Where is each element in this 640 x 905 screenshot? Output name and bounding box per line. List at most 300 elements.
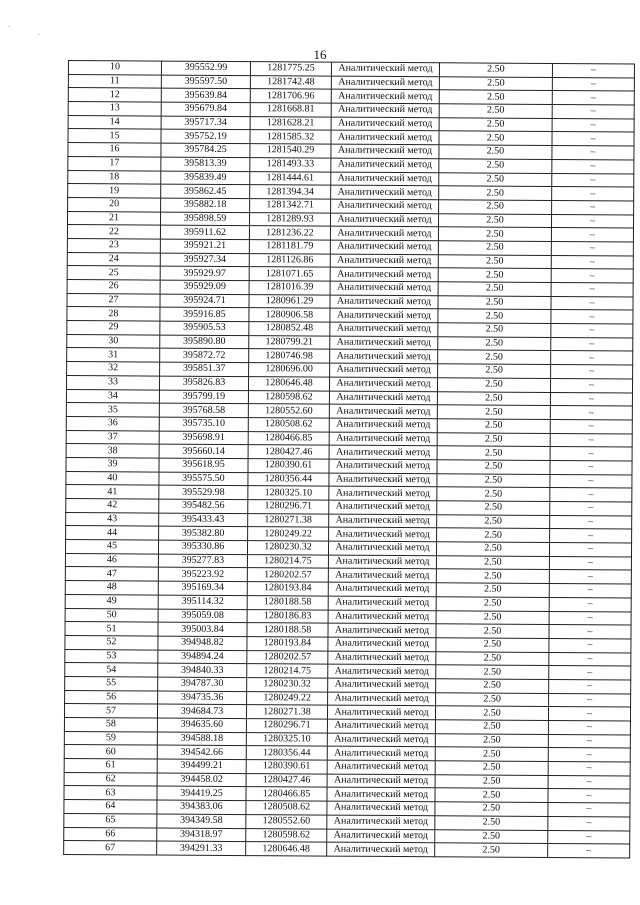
point-number-cell: 38 <box>66 444 159 458</box>
note-cell: – <box>548 816 630 830</box>
x-coordinate-cell: 395752.19 <box>161 130 250 144</box>
note-cell: – <box>548 762 630 776</box>
y-coordinate-cell: 1281394.34 <box>250 185 331 199</box>
method-cell: Аналитический метод <box>329 391 437 405</box>
x-coordinate-cell: 395330.86 <box>158 540 247 554</box>
point-number-cell: 63 <box>64 786 157 800</box>
y-coordinate-cell: 1280852.48 <box>249 322 330 336</box>
accuracy-cell: 2.50 <box>436 624 549 638</box>
accuracy-cell: 2.50 <box>436 665 549 679</box>
method-cell: Аналитический метод <box>328 569 436 583</box>
x-coordinate-cell: 395862.45 <box>161 184 250 198</box>
note-cell: – <box>550 433 632 447</box>
note-cell: – <box>552 63 634 77</box>
x-coordinate-cell: 394318.97 <box>157 828 246 842</box>
accuracy-cell: 2.50 <box>435 816 548 830</box>
y-coordinate-cell: 1280296.71 <box>246 719 327 733</box>
y-coordinate-cell: 1281289.93 <box>249 212 330 226</box>
x-coordinate-cell: 395924.71 <box>160 294 249 308</box>
note-cell: – <box>551 310 633 324</box>
x-coordinate-cell: 394458.02 <box>157 773 246 787</box>
method-cell: Аналитический метод <box>330 295 438 309</box>
note-cell: – <box>552 187 634 201</box>
method-cell: Аналитический метод <box>328 610 436 624</box>
note-cell: – <box>549 570 631 584</box>
method-cell: Аналитический метод <box>327 829 435 843</box>
point-number-cell: 59 <box>64 731 157 745</box>
accuracy-cell: 2.50 <box>438 241 551 255</box>
y-coordinate-cell: 1281071.65 <box>249 267 330 281</box>
point-number-cell: 34 <box>66 389 159 403</box>
accuracy-cell: 2.50 <box>438 337 551 351</box>
note-cell: – <box>552 91 634 105</box>
accuracy-cell: 2.50 <box>437 378 550 392</box>
point-number-cell: 26 <box>67 279 160 293</box>
method-cell: Аналитический метод <box>328 692 436 706</box>
note-cell: – <box>549 693 631 707</box>
y-coordinate-cell: 1280746.98 <box>249 349 330 363</box>
method-cell: Аналитический метод <box>327 801 435 815</box>
x-coordinate-cell: 395890.80 <box>160 335 249 349</box>
x-coordinate-cell: 394948.82 <box>158 636 247 650</box>
accuracy-cell: 2.50 <box>438 227 551 241</box>
point-number-cell: 57 <box>64 704 157 718</box>
method-cell: Аналитический метод <box>330 254 438 268</box>
point-number-cell: 49 <box>65 594 158 608</box>
note-cell: – <box>548 707 630 721</box>
y-coordinate-cell: 1281236.22 <box>249 226 330 240</box>
point-number-cell: 15 <box>68 129 161 143</box>
y-coordinate-cell: 1281540.29 <box>250 144 331 158</box>
accuracy-cell: 2.50 <box>437 514 550 528</box>
note-cell: – <box>552 105 634 119</box>
method-cell: Аналитический метод <box>328 541 436 555</box>
x-coordinate-cell: 394499.21 <box>157 759 246 773</box>
point-number-cell: 45 <box>65 540 158 554</box>
method-cell: Аналитический метод <box>330 308 438 322</box>
point-number-cell: 36 <box>66 416 159 430</box>
x-coordinate-cell: 395679.84 <box>161 102 250 116</box>
accuracy-cell: 2.50 <box>437 405 550 419</box>
table-row <box>64 841 630 858</box>
point-number-cell: 10 <box>68 61 161 75</box>
accuracy-cell: 2.50 <box>437 501 550 515</box>
note-cell: – <box>551 351 633 365</box>
accuracy-cell: 2.50 <box>438 364 551 378</box>
note-cell: – <box>548 720 630 734</box>
accuracy-cell: 2.50 <box>436 679 549 693</box>
y-coordinate-cell: 1281742.48 <box>250 75 331 89</box>
method-cell: Аналитический метод <box>327 788 435 802</box>
method-cell: Аналитический метод <box>331 117 439 131</box>
method-cell: Аналитический метод <box>331 89 439 103</box>
point-number-cell: 48 <box>65 581 158 595</box>
method-cell: Аналитический метод <box>331 62 439 76</box>
point-number-cell: 47 <box>65 567 158 581</box>
y-coordinate-cell: 1281668.81 <box>250 103 331 117</box>
x-coordinate-cell: 395482.56 <box>159 499 248 513</box>
x-coordinate-cell: 395003.84 <box>158 622 247 636</box>
y-coordinate-cell: 1280390.61 <box>246 760 327 774</box>
accuracy-cell: 2.50 <box>437 487 550 501</box>
accuracy-cell: 2.50 <box>435 747 548 761</box>
y-coordinate-cell: 1280188.58 <box>247 623 328 637</box>
accuracy-cell: 2.50 <box>435 843 548 857</box>
point-number-cell: 17 <box>68 156 161 170</box>
note-cell: – <box>549 679 631 693</box>
accuracy-cell: 2.50 <box>439 76 552 90</box>
point-number-cell: 51 <box>65 622 158 636</box>
y-coordinate-cell: 1280271.38 <box>246 705 327 719</box>
y-coordinate-cell: 1280646.48 <box>248 376 329 390</box>
accuracy-cell: 2.50 <box>436 651 549 665</box>
method-cell: Аналитический метод <box>331 103 439 117</box>
method-cell: Аналитический метод <box>329 377 437 391</box>
x-coordinate-cell: 395784.25 <box>161 143 250 157</box>
note-cell: – <box>549 543 631 557</box>
note-cell: – <box>551 296 633 310</box>
note-cell: – <box>550 406 632 420</box>
x-coordinate-cell: 395768.58 <box>159 403 248 417</box>
point-number-cell: 21 <box>67 211 160 225</box>
x-coordinate-cell: 395223.92 <box>158 567 247 581</box>
y-coordinate-cell: 1281342.71 <box>250 198 331 212</box>
accuracy-cell: 2.50 <box>437 473 550 487</box>
x-coordinate-cell: 395916.85 <box>160 307 249 321</box>
x-coordinate-cell: 394684.73 <box>157 704 246 718</box>
method-cell: Аналитический метод <box>327 842 435 856</box>
note-cell: – <box>550 447 632 461</box>
point-number-cell: 42 <box>66 498 159 512</box>
point-number-cell: 53 <box>65 649 158 663</box>
accuracy-cell: 2.50 <box>435 706 548 720</box>
accuracy-cell: 2.50 <box>439 131 552 145</box>
x-coordinate-cell: 394588.18 <box>157 732 246 746</box>
accuracy-cell: 2.50 <box>436 569 549 583</box>
accuracy-cell: 2.50 <box>437 391 550 405</box>
note-cell: – <box>548 734 630 748</box>
y-coordinate-cell: 1280186.83 <box>247 609 328 623</box>
method-cell: Аналитический метод <box>331 131 439 145</box>
method-cell: Аналитический метод <box>328 582 436 596</box>
x-coordinate-cell: 395735.10 <box>159 417 248 431</box>
point-number-cell: 12 <box>68 88 161 102</box>
y-coordinate-cell: 1280356.44 <box>248 472 329 486</box>
accuracy-cell: 2.50 <box>435 788 548 802</box>
y-coordinate-cell: 1280202.57 <box>247 568 328 582</box>
x-coordinate-cell: 394635.60 <box>157 718 246 732</box>
accuracy-cell: 2.50 <box>438 268 551 282</box>
note-cell: – <box>552 118 634 132</box>
y-coordinate-cell: 1280508.62 <box>246 801 327 815</box>
x-coordinate-cell: 395277.83 <box>158 554 247 568</box>
point-number-cell: 16 <box>68 143 161 157</box>
method-cell: Аналитический метод <box>327 719 435 733</box>
accuracy-cell: 2.50 <box>436 638 549 652</box>
method-cell: Аналитический метод <box>330 226 438 240</box>
note-cell: – <box>549 638 631 652</box>
point-number-cell: 41 <box>66 485 159 499</box>
y-coordinate-cell: 1280325.10 <box>248 486 329 500</box>
point-number-cell: 54 <box>65 663 158 677</box>
y-coordinate-cell: 1280508.62 <box>248 417 329 431</box>
x-coordinate-cell: 395927.34 <box>160 253 249 267</box>
x-coordinate-cell: 394291.33 <box>157 841 246 855</box>
note-cell: – <box>551 282 633 296</box>
y-coordinate-cell: 1280249.22 <box>248 527 329 541</box>
note-cell: – <box>551 228 633 242</box>
note-cell: – <box>549 597 631 611</box>
y-coordinate-cell: 1280552.60 <box>248 404 329 418</box>
x-coordinate-cell: 395660.14 <box>159 444 248 458</box>
accuracy-cell: 2.50 <box>438 295 551 309</box>
method-cell: Аналитический метод <box>330 281 438 295</box>
point-number-cell: 52 <box>65 635 158 649</box>
accuracy-cell: 2.50 <box>437 419 550 433</box>
method-cell: Аналитический метод <box>328 678 436 692</box>
point-number-cell: 61 <box>64 759 157 773</box>
accuracy-cell: 2.50 <box>436 583 549 597</box>
note-cell: – <box>552 132 634 146</box>
x-coordinate-cell: 395618.95 <box>159 458 248 472</box>
method-cell: Аналитический метод <box>330 363 438 377</box>
y-coordinate-cell: 1280466.85 <box>248 431 329 445</box>
point-number-cell: 62 <box>64 772 157 786</box>
x-coordinate-cell: 395839.49 <box>161 171 250 185</box>
note-cell: – <box>549 666 631 680</box>
method-cell: Аналитический метод <box>328 651 436 665</box>
point-number-cell: 19 <box>68 184 161 198</box>
point-number-cell: 24 <box>67 252 160 266</box>
note-cell: – <box>551 324 633 338</box>
method-cell: Аналитический метод <box>329 445 437 459</box>
scan-speck: . <box>38 28 40 37</box>
x-coordinate-cell: 394542.66 <box>157 745 246 759</box>
note-cell: – <box>548 844 630 858</box>
note-cell: – <box>552 159 634 173</box>
point-number-cell: 50 <box>65 608 158 622</box>
point-number-cell: 27 <box>67 293 160 307</box>
accuracy-cell: 2.50 <box>439 90 552 104</box>
y-coordinate-cell: 1281775.25 <box>250 62 331 76</box>
point-number-cell: 40 <box>66 471 159 485</box>
point-number-cell: 44 <box>66 526 159 540</box>
x-coordinate-cell: 395799.19 <box>159 390 248 404</box>
y-coordinate-cell: 1280646.48 <box>246 842 327 856</box>
accuracy-cell: 2.50 <box>437 460 550 474</box>
note-cell: – <box>548 775 630 789</box>
x-coordinate-cell: 395169.34 <box>158 581 247 595</box>
point-number-cell: 37 <box>66 430 159 444</box>
note-cell: – <box>548 789 630 803</box>
y-coordinate-cell: 1280696.00 <box>249 363 330 377</box>
x-coordinate-cell: 395882.18 <box>161 198 250 212</box>
note-cell: – <box>550 378 632 392</box>
accuracy-cell: 2.50 <box>439 186 552 200</box>
x-coordinate-cell: 395929.09 <box>160 280 249 294</box>
x-coordinate-cell: 395433.43 <box>159 513 248 527</box>
accuracy-cell: 2.50 <box>437 446 550 460</box>
accuracy-cell: 2.50 <box>438 213 551 227</box>
point-number-cell: 20 <box>68 197 161 211</box>
note-cell: – <box>551 214 633 228</box>
point-number-cell: 43 <box>66 512 159 526</box>
page-number: 16 <box>313 47 327 62</box>
accuracy-cell: 2.50 <box>437 432 550 446</box>
point-number-cell: 30 <box>67 334 160 348</box>
point-number-cell: 28 <box>67 307 160 321</box>
method-cell: Аналитический метод <box>328 664 436 678</box>
y-coordinate-cell: 1280271.38 <box>248 513 329 527</box>
note-cell: – <box>551 269 633 283</box>
point-number-cell: 14 <box>68 115 161 129</box>
y-coordinate-cell: 1281444.61 <box>250 171 331 185</box>
point-number-cell: 29 <box>67 321 160 335</box>
x-coordinate-cell: 395911.62 <box>160 225 249 239</box>
method-cell: Аналитический метод <box>330 267 438 281</box>
accuracy-cell: 2.50 <box>438 282 551 296</box>
point-number-cell: 60 <box>64 745 157 759</box>
accuracy-cell: 2.50 <box>438 254 551 268</box>
x-coordinate-cell: 395059.08 <box>158 609 247 623</box>
note-cell: – <box>550 515 632 529</box>
accuracy-cell: 2.50 <box>439 172 552 186</box>
note-cell: – <box>549 652 631 666</box>
note-cell: – <box>550 501 632 515</box>
x-coordinate-cell: 395698.91 <box>159 431 248 445</box>
accuracy-cell: 2.50 <box>435 761 548 775</box>
note-cell: – <box>548 748 630 762</box>
x-coordinate-cell: 395813.39 <box>161 157 250 171</box>
accuracy-cell: 2.50 <box>439 63 552 77</box>
method-cell: Аналитический метод <box>328 623 436 637</box>
method-cell: Аналитический метод <box>330 213 438 227</box>
note-cell: – <box>550 488 632 502</box>
point-number-cell: 66 <box>64 827 157 841</box>
note-cell: – <box>550 392 632 406</box>
x-coordinate-cell: 394787.30 <box>158 677 247 691</box>
y-coordinate-cell: 1280427.46 <box>246 773 327 787</box>
x-coordinate-cell: 395597.50 <box>161 75 250 89</box>
x-coordinate-cell: 395826.83 <box>159 376 248 390</box>
y-coordinate-cell: 1280598.62 <box>248 390 329 404</box>
y-coordinate-cell: 1280325.10 <box>246 732 327 746</box>
y-coordinate-cell: 1280193.84 <box>247 636 328 650</box>
point-number-cell: 13 <box>68 102 161 116</box>
method-cell: Аналитический метод <box>329 500 437 514</box>
note-cell: – <box>550 419 632 433</box>
y-coordinate-cell: 1281585.32 <box>250 130 331 144</box>
x-coordinate-cell: 394383.06 <box>157 800 246 814</box>
method-cell: Аналитический метод <box>329 404 437 418</box>
method-cell: Аналитический метод <box>327 746 435 760</box>
y-coordinate-cell: 1280906.58 <box>249 308 330 322</box>
point-number-cell: 67 <box>64 841 157 855</box>
note-cell: – <box>549 584 631 598</box>
y-coordinate-cell: 1281016.39 <box>249 281 330 295</box>
note-cell: – <box>550 460 632 474</box>
y-coordinate-cell: 1280390.61 <box>248 459 329 473</box>
y-coordinate-cell: 1280188.58 <box>247 595 328 609</box>
point-number-cell: 32 <box>67 362 160 376</box>
y-coordinate-cell: 1280249.22 <box>247 691 328 705</box>
y-coordinate-cell: 1280193.84 <box>247 582 328 596</box>
accuracy-cell: 2.50 <box>435 720 548 734</box>
method-cell: Аналитический метод <box>329 473 437 487</box>
accuracy-cell: 2.50 <box>439 118 552 132</box>
point-number-cell: 33 <box>66 375 159 389</box>
method-cell: Аналитический метод <box>329 418 437 432</box>
method-cell: Аналитический метод <box>329 432 437 446</box>
point-number-cell: 58 <box>64 717 157 731</box>
method-cell: Аналитический метод <box>331 158 439 172</box>
method-cell: Аналитический метод <box>330 240 438 254</box>
x-coordinate-cell: 394894.24 <box>158 650 247 664</box>
y-coordinate-cell: 1280961.29 <box>249 294 330 308</box>
method-cell: Аналитический метод <box>329 527 437 541</box>
x-coordinate-cell: 395851.37 <box>160 362 249 376</box>
point-number-cell: 65 <box>64 813 157 827</box>
accuracy-cell: 2.50 <box>436 542 549 556</box>
point-number-cell: 31 <box>67 348 160 362</box>
accuracy-cell: 2.50 <box>435 829 548 843</box>
point-number-cell: 11 <box>68 74 161 88</box>
coordinates-table-sheet <box>63 60 628 858</box>
note-cell: – <box>549 611 631 625</box>
x-coordinate-cell: 395575.50 <box>159 472 248 486</box>
y-coordinate-cell: 1280598.62 <box>246 828 327 842</box>
accuracy-cell: 2.50 <box>436 692 549 706</box>
x-coordinate-cell: 395552.99 <box>161 61 250 75</box>
x-coordinate-cell: 395898.59 <box>160 212 249 226</box>
note-cell: – <box>549 556 631 570</box>
method-cell: Аналитический метод <box>331 172 439 186</box>
point-number-cell: 55 <box>65 676 158 690</box>
method-cell: Аналитический метод <box>330 322 438 336</box>
method-cell: Аналитический метод <box>327 733 435 747</box>
note-cell: – <box>551 255 633 269</box>
method-cell: Аналитический метод <box>329 459 437 473</box>
scan-speck: . <box>8 20 10 29</box>
method-cell: Аналитический метод <box>329 514 437 528</box>
accuracy-cell: 2.50 <box>439 145 552 159</box>
method-cell: Аналитический метод <box>328 637 436 651</box>
x-coordinate-cell: 395905.53 <box>160 321 249 335</box>
point-number-cell: 22 <box>67 225 160 239</box>
y-coordinate-cell: 1280466.85 <box>246 787 327 801</box>
note-cell: – <box>550 529 632 543</box>
method-cell: Аналитический метод <box>331 144 439 158</box>
method-cell: Аналитический метод <box>328 596 436 610</box>
note-cell: – <box>552 200 634 214</box>
point-number-cell: 18 <box>68 170 161 184</box>
method-cell: Аналитический метод <box>331 185 439 199</box>
method-cell: Аналитический метод <box>330 336 438 350</box>
point-number-cell: 56 <box>65 690 158 704</box>
x-coordinate-cell: 395717.34 <box>161 116 250 130</box>
y-coordinate-cell: 1280552.60 <box>246 814 327 828</box>
accuracy-cell: 2.50 <box>439 200 552 214</box>
x-coordinate-cell: 395872.72 <box>160 349 249 363</box>
y-coordinate-cell: 1280296.71 <box>248 500 329 514</box>
method-cell: Аналитический метод <box>327 705 435 719</box>
x-coordinate-cell: 395114.32 <box>158 595 247 609</box>
note-cell: – <box>551 365 633 379</box>
note-cell: – <box>551 241 633 255</box>
method-cell: Аналитический метод <box>327 774 435 788</box>
point-number-cell: 39 <box>66 457 159 471</box>
accuracy-cell: 2.50 <box>439 159 552 173</box>
